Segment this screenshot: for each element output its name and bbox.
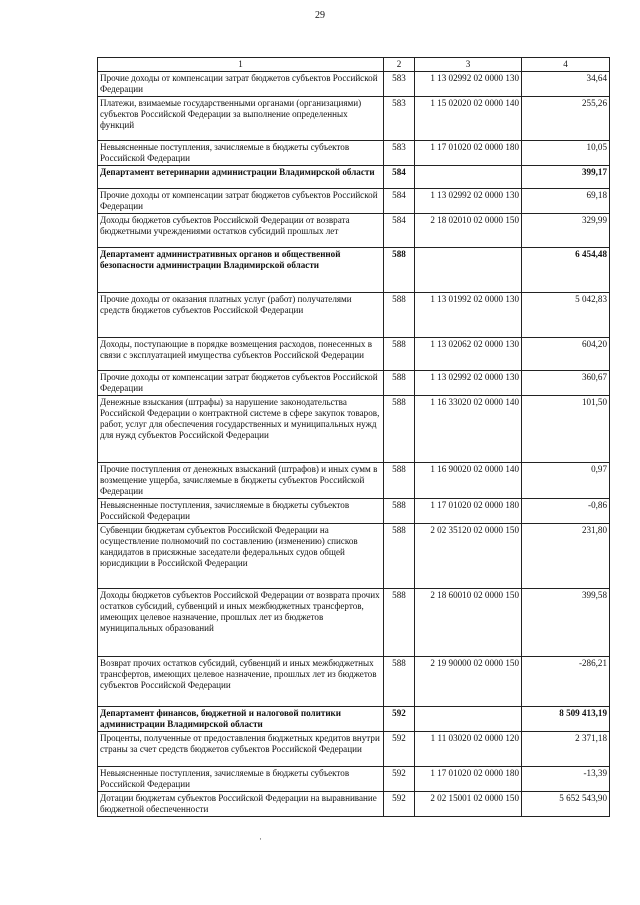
kbk-cell xyxy=(415,248,522,293)
amount-cell: 255,26 xyxy=(522,97,610,141)
table-header-row xyxy=(98,58,610,72)
header-cell: 1 xyxy=(98,58,384,72)
code-cell: 583 xyxy=(384,72,415,97)
code-cell: 588 xyxy=(384,371,415,396)
kbk-cell xyxy=(415,166,522,189)
desc-cell: Дотации бюджетам субъектов Российской Федерации на выравнивание бюджетной обеспеченности xyxy=(98,792,384,817)
kbk-cell: 1 17 01020 02 0000 180 xyxy=(415,499,522,524)
header-cell: 2 xyxy=(384,58,415,72)
table-row xyxy=(98,589,610,657)
amount-cell: 6 454,48 xyxy=(522,248,610,293)
amount-cell: 399,58 xyxy=(522,589,610,657)
desc-cell: Департамент финансов, бюджетной и налоговой политики администрации Владимирской области xyxy=(98,707,384,732)
desc-cell: Департамент административных органов и общественной безопасности администрации Владимирской области xyxy=(98,248,384,293)
desc-cell: Платежи, взимаемые государственными органами (организациями) субъектов Российской Федерации за выполнение определенных функций xyxy=(98,97,384,141)
table-row xyxy=(98,189,610,214)
kbk-cell: 1 16 33020 02 0000 140 xyxy=(415,396,522,463)
table-row xyxy=(98,371,610,396)
kbk-cell: 2 18 60010 02 0000 150 xyxy=(415,589,522,657)
amount-cell: 329,99 xyxy=(522,214,610,248)
code-cell: 592 xyxy=(384,767,415,792)
scan-mark: · xyxy=(259,834,262,844)
table-row xyxy=(98,707,610,732)
kbk-cell: 2 02 15001 02 0000 150 xyxy=(415,792,522,817)
code-cell: 592 xyxy=(384,792,415,817)
code-cell: 588 xyxy=(384,499,415,524)
amount-cell: 2 371,18 xyxy=(522,732,610,767)
table-row xyxy=(98,524,610,589)
kbk-cell: 2 19 90000 02 0000 150 xyxy=(415,657,522,707)
code-cell: 583 xyxy=(384,141,415,166)
desc-cell: Невыясненные поступления, зачисляемые в бюджеты субъектов Российской Федерации xyxy=(98,141,384,166)
kbk-cell: 1 15 02020 02 0000 140 xyxy=(415,97,522,141)
table-row xyxy=(98,166,610,189)
amount-cell: 69,18 xyxy=(522,189,610,214)
desc-cell: Денежные взыскания (штрафы) за нарушение законодательства Российской Федерации о контрактной системе в сфере закупок товаров, работ, услуг для обеспечения государственных и муниципальных нужд для нужд субъектов Российской Федерации xyxy=(98,396,384,463)
kbk-cell: 1 13 02992 02 0000 130 xyxy=(415,371,522,396)
amount-cell: -0,86 xyxy=(522,499,610,524)
table-row xyxy=(98,732,610,767)
amount-cell: 399,17 xyxy=(522,166,610,189)
table-row xyxy=(98,338,610,371)
code-cell: 592 xyxy=(384,732,415,767)
amount-cell: -13,39 xyxy=(522,767,610,792)
kbk-cell: 1 13 01992 02 0000 130 xyxy=(415,293,522,338)
kbk-cell: 1 11 03020 02 0000 120 xyxy=(415,732,522,767)
table-row xyxy=(98,141,610,166)
table-row xyxy=(98,293,610,338)
amount-cell: 604,20 xyxy=(522,338,610,371)
code-cell: 588 xyxy=(384,338,415,371)
table-row xyxy=(98,97,610,141)
table-row xyxy=(98,792,610,817)
desc-cell: Прочие доходы от компенсации затрат бюджетов субъектов Российской Федерации xyxy=(98,72,384,97)
kbk-cell: 1 13 02992 02 0000 130 xyxy=(415,72,522,97)
table-row xyxy=(98,396,610,463)
amount-cell: 34,64 xyxy=(522,72,610,97)
table-row xyxy=(98,767,610,792)
revenue-table xyxy=(97,57,610,817)
page-number: 29 xyxy=(315,10,325,21)
code-cell: 583 xyxy=(384,97,415,141)
desc-cell: Возврат прочих остатков субсидий, субвенций и иных межбюджетных трансфертов, имеющих целевое назначение, прошлых лет из бюджетов субъектов Российской Федерации xyxy=(98,657,384,707)
kbk-cell: 1 17 01020 02 0000 180 xyxy=(415,767,522,792)
desc-cell: Субвенции бюджетам субъектов Российской Федерации на осуществление полномочий по составлению (изменению) списков кандидатов в присяжные заседатели федеральных судов общей юрисдикции в Российской Федерации xyxy=(98,524,384,589)
table-row xyxy=(98,499,610,524)
code-cell: 584 xyxy=(384,214,415,248)
kbk-cell: 1 13 02992 02 0000 130 xyxy=(415,189,522,214)
table-row xyxy=(98,72,610,97)
desc-cell: Прочие доходы от компенсации затрат бюджетов субъектов Российской Федерации xyxy=(98,189,384,214)
amount-cell: 231,80 xyxy=(522,524,610,589)
code-cell: 588 xyxy=(384,293,415,338)
code-cell: 588 xyxy=(384,524,415,589)
amount-cell: 360,67 xyxy=(522,371,610,396)
amount-cell: 5 042,83 xyxy=(522,293,610,338)
code-cell: 584 xyxy=(384,189,415,214)
amount-cell: 101,50 xyxy=(522,396,610,463)
desc-cell: Прочие поступления от денежных взысканий (штрафов) и иных сумм в возмещение ущерба, зачисляемые в бюджеты субъектов Российской Федерации xyxy=(98,463,384,499)
amount-cell: 5 652 543,90 xyxy=(522,792,610,817)
code-cell: 588 xyxy=(384,589,415,657)
desc-cell: Проценты, полученные от предоставления бюджетных кредитов внутри страны за счет средств бюджетов субъектов Российской Федерации xyxy=(98,732,384,767)
code-cell: 588 xyxy=(384,396,415,463)
desc-cell: Невыясненные поступления, зачисляемые в бюджеты субъектов Российской Федерации xyxy=(98,499,384,524)
code-cell: 588 xyxy=(384,248,415,293)
amount-cell: 8 509 413,19 xyxy=(522,707,610,732)
kbk-cell: 1 16 90020 02 0000 140 xyxy=(415,463,522,499)
amount-cell: -286,21 xyxy=(522,657,610,707)
desc-cell: Департамент ветеринарии администрации Владимирской области xyxy=(98,166,384,189)
kbk-cell: 2 18 02010 02 0000 150 xyxy=(415,214,522,248)
table-row xyxy=(98,214,610,248)
desc-cell: Прочие доходы от оказания платных услуг (работ) получателями средств бюджетов субъектов Российской Федерации xyxy=(98,293,384,338)
desc-cell: Доходы бюджетов субъектов Российской Федерации от возврата бюджетными учреждениями остатков субсидий прошлых лет xyxy=(98,214,384,248)
code-cell: 592 xyxy=(384,707,415,732)
kbk-cell: 2 02 35120 02 0000 150 xyxy=(415,524,522,589)
desc-cell: Прочие доходы от компенсации затрат бюджетов субъектов Российской Федерации xyxy=(98,371,384,396)
kbk-cell: 1 17 01020 02 0000 180 xyxy=(415,141,522,166)
desc-cell: Невыясненные поступления, зачисляемые в бюджеты субъектов Российской Федерации xyxy=(98,767,384,792)
header-cell: 4 xyxy=(522,58,610,72)
table-row xyxy=(98,657,610,707)
header-cell: 3 xyxy=(415,58,522,72)
desc-cell: Доходы, поступающие в порядке возмещения расходов, понесенных в связи с эксплуатацией имущества субъектов Российской Федерации xyxy=(98,338,384,371)
table-row xyxy=(98,248,610,293)
code-cell: 588 xyxy=(384,463,415,499)
table-row xyxy=(98,463,610,499)
kbk-cell xyxy=(415,707,522,732)
code-cell: 588 xyxy=(384,657,415,707)
desc-cell: Доходы бюджетов субъектов Российской Федерации от возврата прочих остатков субсидий, субвенций и иных межбюджетных трансфертов, имеющих целевое назначение, прошлых лет из бюджетов муниципальных образований xyxy=(98,589,384,657)
code-cell: 584 xyxy=(384,166,415,189)
amount-cell: 10,05 xyxy=(522,141,610,166)
amount-cell: 0,97 xyxy=(522,463,610,499)
kbk-cell: 1 13 02062 02 0000 130 xyxy=(415,338,522,371)
